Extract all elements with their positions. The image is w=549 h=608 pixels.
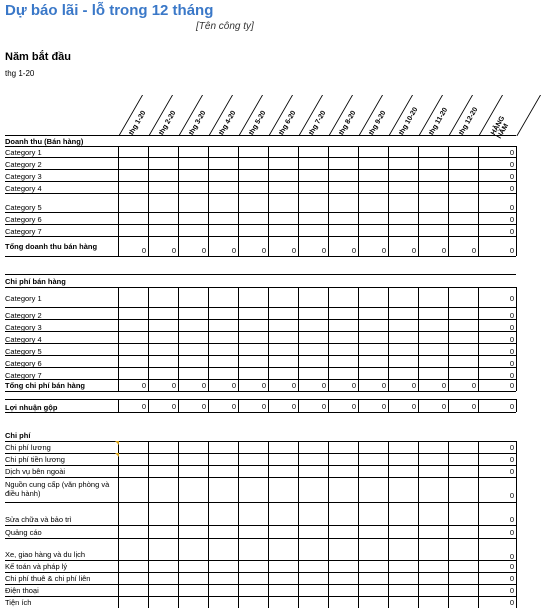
cell-value[interactable]: 0 xyxy=(321,402,326,411)
grid-vline xyxy=(118,287,119,391)
grid-vline xyxy=(178,441,179,608)
grid-vline xyxy=(148,146,149,256)
grid-vline xyxy=(516,441,517,608)
grid-hline xyxy=(5,560,516,561)
cogs-row-label: Category 2 xyxy=(5,311,42,320)
grid-hline xyxy=(5,584,516,585)
grid-hline xyxy=(5,367,516,368)
cogs-row-label: Category 3 xyxy=(5,323,42,332)
yearly-value[interactable]: 0 xyxy=(509,402,514,411)
grid-hline xyxy=(5,379,516,380)
grid-hline xyxy=(5,343,516,344)
grid-hline xyxy=(5,224,516,225)
comment-flag xyxy=(115,453,119,457)
cell-value[interactable]: 0 xyxy=(411,381,416,390)
grid-hline xyxy=(5,146,516,147)
grid-hline xyxy=(5,399,516,400)
grid-vline xyxy=(418,146,419,256)
month-header: thg 7-20 xyxy=(308,109,328,137)
grid-vline xyxy=(448,441,449,608)
expenses-heading: Chi phí xyxy=(5,431,31,440)
grid-vline xyxy=(388,287,389,391)
grid-hline xyxy=(5,572,516,573)
month-header: thg 1-20 xyxy=(128,109,148,137)
month-header: thg 12-20 xyxy=(458,106,480,137)
grid-hline xyxy=(5,181,516,182)
grid-vline xyxy=(358,146,359,256)
yearly-value[interactable]: 0 xyxy=(509,586,514,595)
cell-value[interactable]: 0 xyxy=(411,402,416,411)
cell-value[interactable]: 0 xyxy=(201,381,206,390)
grid-hline xyxy=(5,307,516,308)
revenue-total-label: Tổng doanh thu bán hàng xyxy=(5,242,98,251)
grid-vline xyxy=(358,287,359,391)
yearly-value[interactable]: 0 xyxy=(509,172,514,181)
grid-vline xyxy=(478,441,479,608)
grid-vline xyxy=(418,441,419,608)
yearly-value[interactable]: 0 xyxy=(509,598,514,607)
grid-vline xyxy=(268,441,269,608)
cogs-row-label: Category 6 xyxy=(5,359,42,368)
yearly-value[interactable]: 0 xyxy=(509,467,514,476)
cell-value[interactable]: 0 xyxy=(321,246,326,255)
cogs-row-label: Category 1 xyxy=(5,294,42,303)
grid-vline xyxy=(208,441,209,608)
grid-vline xyxy=(328,441,329,608)
month-range[interactable]: thg 1-20 xyxy=(5,69,35,78)
grid-vline xyxy=(388,441,389,608)
cell-value[interactable]: 0 xyxy=(261,381,266,390)
grid-hline xyxy=(5,412,516,413)
yearly-value[interactable]: 0 xyxy=(509,562,514,571)
yearly-value[interactable]: 0 xyxy=(509,227,514,236)
grid-hline xyxy=(5,441,516,442)
yearly-value[interactable]: 0 xyxy=(509,203,514,212)
sheet-title: Dự báo lãi - lỗ trong 12 tháng xyxy=(5,2,214,19)
cell-value[interactable]: 0 xyxy=(141,381,146,390)
grid-vline xyxy=(516,146,517,256)
grid-hline xyxy=(5,157,516,158)
month-header: thg 6-20 xyxy=(278,109,298,137)
month-header: thg 4-20 xyxy=(218,109,238,137)
revenue-row-label: Category 4 xyxy=(5,184,42,193)
yearly-value[interactable]: 0 xyxy=(509,574,514,583)
header-baseline xyxy=(5,135,516,136)
grid-vline xyxy=(516,399,517,412)
yearly-value[interactable]: 0 xyxy=(509,246,514,255)
yearly-value[interactable]: 0 xyxy=(509,359,514,368)
grid-hline xyxy=(5,477,516,478)
cell-value[interactable]: 0 xyxy=(381,381,386,390)
yearly-value[interactable]: 0 xyxy=(509,184,514,193)
yearly-value[interactable]: 0 xyxy=(509,148,514,157)
revenue-row-label: Category 2 xyxy=(5,160,42,169)
yearly-value[interactable]: 0 xyxy=(509,491,514,500)
cell-value[interactable]: 0 xyxy=(441,381,446,390)
grid-vline xyxy=(178,146,179,256)
grid-hline xyxy=(5,502,516,503)
grid-hline xyxy=(5,596,516,597)
expense-row-label: Xe, giao hàng và du lịch xyxy=(5,550,86,559)
grid-hline xyxy=(5,355,516,356)
grid-vline xyxy=(328,146,329,256)
expense-row-label: Điện thoại xyxy=(5,586,39,595)
month-header: thg 10-20 xyxy=(398,106,420,137)
grid-vline xyxy=(388,146,389,256)
cell-value[interactable]: 0 xyxy=(441,402,446,411)
grid-hline xyxy=(5,256,516,257)
grid-vline xyxy=(298,146,299,256)
grid-vline xyxy=(478,146,479,256)
cell-value[interactable]: 0 xyxy=(381,402,386,411)
month-header: thg 3-20 xyxy=(188,109,208,137)
grid-hline xyxy=(5,525,516,526)
cell-value[interactable]: 0 xyxy=(291,402,296,411)
year-header: HẰNG NĂM xyxy=(490,115,511,140)
month-header: thg 9-20 xyxy=(368,109,388,137)
expense-row-label: Sửa chữa và bảo trì xyxy=(5,515,72,524)
grid-vline xyxy=(208,287,209,391)
cogs-row-label: Category 7 xyxy=(5,371,42,380)
expense-row-label: Chi phí lương xyxy=(5,443,51,452)
grid-vline xyxy=(268,146,269,256)
start-year-label: Năm bắt đầu xyxy=(5,51,72,63)
revenue-row-label: Category 6 xyxy=(5,215,42,224)
cell-value[interactable]: 0 xyxy=(471,246,476,255)
cell-value[interactable]: 0 xyxy=(351,381,356,390)
grid-vline xyxy=(418,287,419,391)
yearly-value[interactable]: 0 xyxy=(509,455,514,464)
cell-value[interactable]: 0 xyxy=(291,381,296,390)
cogs-row-label: Category 4 xyxy=(5,335,42,344)
expense-row-label: Kế toán và pháp lý xyxy=(5,562,68,571)
cell-value[interactable]: 0 xyxy=(261,246,266,255)
cell-value[interactable]: 0 xyxy=(381,246,386,255)
yearly-value[interactable]: 0 xyxy=(509,160,514,169)
month-header: thg 8-20 xyxy=(338,109,358,137)
grid-hline xyxy=(5,212,516,213)
month-header: thg 5-20 xyxy=(248,109,268,137)
grid-hline xyxy=(5,538,516,539)
cell-value[interactable]: 0 xyxy=(441,246,446,255)
yearly-value[interactable]: 0 xyxy=(509,371,514,380)
comment-flag xyxy=(115,441,119,445)
yearly-value[interactable]: 0 xyxy=(509,347,514,356)
yearly-value[interactable]: 0 xyxy=(509,323,514,332)
cell-value[interactable]: 0 xyxy=(471,381,476,390)
grid-hline xyxy=(5,453,516,454)
cell-value[interactable]: 0 xyxy=(231,381,236,390)
grid-vline xyxy=(516,287,517,391)
cell-value[interactable]: 0 xyxy=(141,246,146,255)
cell-value[interactable]: 0 xyxy=(231,402,236,411)
grid-hline xyxy=(5,319,516,320)
cogs-total-label: Tổng chi phí bán hàng xyxy=(5,381,85,390)
yearly-value[interactable]: 0 xyxy=(509,552,514,561)
gross-profit-label: Lợi nhuận gộp xyxy=(5,403,58,412)
cogs-row-label: Category 5 xyxy=(5,347,42,356)
yearly-value[interactable]: 0 xyxy=(509,335,514,344)
cell-value[interactable]: 0 xyxy=(261,402,266,411)
yearly-value[interactable]: 0 xyxy=(509,515,514,524)
grid-vline xyxy=(148,287,149,391)
cell-value[interactable]: 0 xyxy=(351,402,356,411)
grid-vline xyxy=(238,146,239,256)
grid-vline xyxy=(298,287,299,391)
grid-hline xyxy=(5,274,516,275)
cell-value[interactable]: 0 xyxy=(411,246,416,255)
yearly-value[interactable]: 0 xyxy=(509,528,514,537)
grid-vline xyxy=(178,287,179,391)
cell-value[interactable]: 0 xyxy=(321,381,326,390)
revenue-row-label: Category 3 xyxy=(5,172,42,181)
grid-vline xyxy=(358,441,359,608)
grid-vline xyxy=(478,287,479,391)
grid-vline xyxy=(148,441,149,608)
grid-vline xyxy=(328,287,329,391)
company-name[interactable]: [Tên công ty] xyxy=(196,21,254,32)
grid-vline xyxy=(448,146,449,256)
expense-row-label: Nguồn cung cấp (văn phòng và điều hành) xyxy=(5,480,110,498)
yearly-value[interactable]: 0 xyxy=(509,215,514,224)
grid-hline xyxy=(5,169,516,170)
revenue-row-label: Category 7 xyxy=(5,227,42,236)
grid-vline xyxy=(118,146,119,256)
expense-row-label: Chi phí tiền lương xyxy=(5,455,65,464)
yearly-value[interactable]: 0 xyxy=(509,443,514,452)
month-header: thg 11-20 xyxy=(428,106,450,137)
header-divider xyxy=(516,95,541,136)
grid-hline xyxy=(5,331,516,332)
expense-row-label: Tiện ích xyxy=(5,598,32,607)
revenue-row-label: Category 1 xyxy=(5,148,42,157)
cell-value[interactable]: 0 xyxy=(171,402,176,411)
revenue-row-label: Category 5 xyxy=(5,203,42,212)
grid-hline xyxy=(5,287,516,288)
expense-row-label: Quảng cáo xyxy=(5,528,42,537)
cell-value[interactable]: 0 xyxy=(201,246,206,255)
grid-hline xyxy=(5,236,516,237)
month-header: thg 2-20 xyxy=(158,109,178,137)
cell-value[interactable]: 0 xyxy=(291,246,296,255)
grid-hline xyxy=(5,391,516,392)
cell-value[interactable]: 0 xyxy=(231,246,236,255)
grid-vline xyxy=(208,146,209,256)
grid-hline xyxy=(5,465,516,466)
grid-vline xyxy=(448,287,449,391)
yearly-value[interactable]: 0 xyxy=(509,311,514,320)
expense-row-label: Dịch vụ bên ngoài xyxy=(5,467,66,476)
cell-value[interactable]: 0 xyxy=(171,246,176,255)
grid-vline xyxy=(118,441,119,608)
cell-value[interactable]: 0 xyxy=(171,381,176,390)
grid-vline xyxy=(268,287,269,391)
cell-value[interactable]: 0 xyxy=(471,402,476,411)
grid-hline xyxy=(5,193,516,194)
yearly-value[interactable]: 0 xyxy=(509,294,514,303)
cogs-heading: Chi phí bán hàng xyxy=(5,277,66,286)
grid-vline xyxy=(298,441,299,608)
grid-vline xyxy=(238,287,239,391)
grid-vline xyxy=(478,399,479,412)
grid-vline xyxy=(238,441,239,608)
cell-value[interactable]: 0 xyxy=(141,402,146,411)
revenue-heading: Doanh thu (Bán hàng) xyxy=(5,137,84,146)
yearly-value[interactable]: 0 xyxy=(509,381,514,390)
cell-value[interactable]: 0 xyxy=(201,402,206,411)
cell-value[interactable]: 0 xyxy=(351,246,356,255)
expense-row-label: Chi phí thuê & chi phí liên xyxy=(5,574,91,583)
